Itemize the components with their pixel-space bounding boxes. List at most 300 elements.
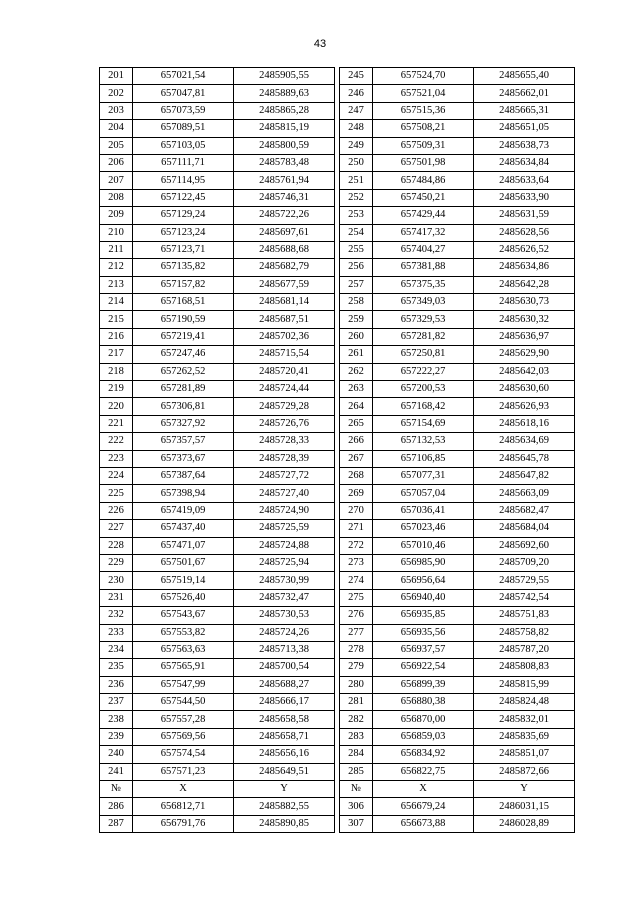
- table-row: [100, 85, 335, 102]
- point-number-cell: 214: [100, 294, 133, 311]
- point-number-cell: 211: [100, 241, 133, 258]
- x-coordinate-cell: 656679,24: [373, 798, 474, 815]
- x-coordinate-cell: 656822,75: [373, 763, 474, 780]
- table-row: [340, 711, 575, 728]
- table-row: [340, 346, 575, 363]
- point-number-cell: 268: [340, 467, 373, 484]
- table-row: [100, 102, 335, 119]
- y-coordinate-cell: 2485724,44: [234, 381, 335, 398]
- point-number-cell: 254: [340, 224, 373, 241]
- y-coordinate-cell: 2485724,26: [234, 624, 335, 641]
- y-coordinate-cell: 2485666,17: [234, 694, 335, 711]
- point-number-cell: 286: [100, 798, 133, 815]
- table-row: [340, 746, 575, 763]
- table-row: [340, 172, 575, 189]
- point-number-cell: 247: [340, 102, 373, 119]
- table-row: [100, 154, 335, 171]
- x-coordinate-cell: 657543,67: [133, 607, 234, 624]
- y-coordinate-cell: 2485642,28: [474, 276, 575, 293]
- y-coordinate-cell: 2485815,19: [234, 120, 335, 137]
- table-row: [100, 554, 335, 571]
- x-coordinate-cell: 657565,91: [133, 659, 234, 676]
- point-number-cell: 227: [100, 520, 133, 537]
- point-number-cell: 245: [340, 68, 373, 85]
- y-coordinate-cell: 2485638,73: [474, 137, 575, 154]
- table-row: [340, 154, 575, 171]
- y-coordinate-cell: 2485634,84: [474, 154, 575, 171]
- x-coordinate-cell: 657089,51: [133, 120, 234, 137]
- table-row: [100, 241, 335, 258]
- point-number-cell: 260: [340, 328, 373, 345]
- y-coordinate-cell: 2486031,15: [474, 798, 575, 815]
- table-row: [340, 502, 575, 519]
- point-number-cell: 234: [100, 641, 133, 658]
- point-number-cell: 226: [100, 502, 133, 519]
- table-row: [340, 485, 575, 502]
- y-coordinate-cell: 2485824,48: [474, 694, 575, 711]
- point-number-cell: 274: [340, 572, 373, 589]
- table-row: [340, 641, 575, 658]
- x-coordinate-cell: 656956,64: [373, 572, 474, 589]
- x-coordinate-cell: 657281,82: [373, 328, 474, 345]
- point-number-cell: 219: [100, 381, 133, 398]
- x-coordinate-cell: 657450,21: [373, 189, 474, 206]
- point-number-cell: 246: [340, 85, 373, 102]
- x-coordinate-cell: 657563,63: [133, 641, 234, 658]
- table-row: [340, 276, 575, 293]
- y-coordinate-cell: 2485631,59: [474, 207, 575, 224]
- table-row: [340, 398, 575, 415]
- x-coordinate-cell: 657111,71: [133, 154, 234, 171]
- table-row: [340, 294, 575, 311]
- x-coordinate-cell: 657262,52: [133, 363, 234, 380]
- y-coordinate-cell: 2485697,61: [234, 224, 335, 241]
- x-coordinate-cell: 657129,24: [133, 207, 234, 224]
- point-number-cell: 269: [340, 485, 373, 502]
- point-number-cell: 261: [340, 346, 373, 363]
- y-coordinate-cell: 2485630,32: [474, 311, 575, 328]
- point-number-cell: 250: [340, 154, 373, 171]
- x-coordinate-cell: 657057,04: [373, 485, 474, 502]
- y-coordinate-cell: 2485633,90: [474, 189, 575, 206]
- y-coordinate-cell: 2485628,56: [474, 224, 575, 241]
- x-coordinate-cell: 657168,51: [133, 294, 234, 311]
- point-number-cell: 279: [340, 659, 373, 676]
- point-number-cell: 228: [100, 537, 133, 554]
- point-number-cell: 208: [100, 189, 133, 206]
- point-number-cell: 213: [100, 276, 133, 293]
- table-row: [100, 467, 335, 484]
- x-coordinate-cell: 657222,27: [373, 363, 474, 380]
- x-coordinate-cell: 656859,03: [373, 728, 474, 745]
- point-number-cell: 209: [100, 207, 133, 224]
- point-number-cell: 207: [100, 172, 133, 189]
- table-row: [340, 659, 575, 676]
- table-row: [100, 572, 335, 589]
- table-row: [340, 467, 575, 484]
- point-number-cell: 275: [340, 589, 373, 606]
- point-number-cell: 203: [100, 102, 133, 119]
- point-number-cell: 225: [100, 485, 133, 502]
- x-coordinate-cell: 657515,36: [373, 102, 474, 119]
- x-coordinate-cell: 657168,42: [373, 398, 474, 415]
- y-coordinate-cell: 2485700,54: [234, 659, 335, 676]
- x-coordinate-cell: 657501,98: [373, 154, 474, 171]
- column-header: X: [133, 781, 234, 798]
- x-coordinate-cell: 657135,82: [133, 259, 234, 276]
- table-row: [340, 694, 575, 711]
- point-number-cell: 287: [100, 815, 133, 832]
- table-row: [100, 415, 335, 432]
- point-number-cell: 235: [100, 659, 133, 676]
- x-coordinate-cell: 657073,59: [133, 102, 234, 119]
- y-coordinate-cell: 2485630,73: [474, 294, 575, 311]
- table-row: [340, 607, 575, 624]
- point-number-cell: 270: [340, 502, 373, 519]
- y-coordinate-cell: 2485682,79: [234, 259, 335, 276]
- y-coordinate-cell: 2485629,90: [474, 346, 575, 363]
- point-number-cell: 276: [340, 607, 373, 624]
- table-row: [340, 815, 575, 832]
- x-coordinate-cell: 657521,04: [373, 85, 474, 102]
- y-coordinate-cell: 2485761,94: [234, 172, 335, 189]
- x-coordinate-cell: 657154,69: [373, 415, 474, 432]
- point-number-cell: 230: [100, 572, 133, 589]
- x-coordinate-cell: 657047,81: [133, 85, 234, 102]
- point-number-cell: 271: [340, 520, 373, 537]
- y-coordinate-cell: 2485728,39: [234, 450, 335, 467]
- table-row: [340, 363, 575, 380]
- y-coordinate-cell: 2485800,59: [234, 137, 335, 154]
- y-coordinate-cell: 2485729,55: [474, 572, 575, 589]
- table-row: [100, 363, 335, 380]
- y-coordinate-cell: 2485715,54: [234, 346, 335, 363]
- point-number-cell: 204: [100, 120, 133, 137]
- x-coordinate-cell: 656922,54: [373, 659, 474, 676]
- x-coordinate-cell: 657524,70: [373, 68, 474, 85]
- coordinates-table-right: [339, 67, 575, 833]
- point-number-cell: 215: [100, 311, 133, 328]
- y-coordinate-cell: 2485656,16: [234, 746, 335, 763]
- y-coordinate-cell: 2485724,90: [234, 502, 335, 519]
- y-coordinate-cell: 2485872,66: [474, 763, 575, 780]
- x-coordinate-cell: 657404,27: [373, 241, 474, 258]
- x-coordinate-cell: 657508,21: [373, 120, 474, 137]
- table-row: [100, 589, 335, 606]
- table-row: [340, 85, 575, 102]
- y-coordinate-cell: 2485724,88: [234, 537, 335, 554]
- point-number-cell: 241: [100, 763, 133, 780]
- table-row: [100, 746, 335, 763]
- point-number-cell: 282: [340, 711, 373, 728]
- y-coordinate-cell: 2485727,40: [234, 485, 335, 502]
- x-coordinate-cell: 657471,07: [133, 537, 234, 554]
- table-row: [340, 624, 575, 641]
- y-coordinate-cell: 2485663,09: [474, 485, 575, 502]
- y-coordinate-cell: 2485713,38: [234, 641, 335, 658]
- point-number-cell: 229: [100, 554, 133, 571]
- y-coordinate-cell: 2485688,27: [234, 676, 335, 693]
- x-coordinate-cell: 657200,53: [373, 381, 474, 398]
- y-coordinate-cell: 2485636,97: [474, 328, 575, 345]
- y-coordinate-cell: 2485751,83: [474, 607, 575, 624]
- point-number-cell: 257: [340, 276, 373, 293]
- table-row: [340, 68, 575, 85]
- table-row: [100, 537, 335, 554]
- x-coordinate-cell: 657010,46: [373, 537, 474, 554]
- y-coordinate-cell: 2485658,58: [234, 711, 335, 728]
- table-row: [340, 450, 575, 467]
- x-coordinate-cell: 657557,28: [133, 711, 234, 728]
- table-row: [100, 624, 335, 641]
- point-number-cell: 231: [100, 589, 133, 606]
- y-coordinate-cell: 2485742,54: [474, 589, 575, 606]
- table-row: [100, 120, 335, 137]
- x-coordinate-cell: 657437,40: [133, 520, 234, 537]
- point-number-cell: 285: [340, 763, 373, 780]
- y-coordinate-cell: 2485890,85: [234, 815, 335, 832]
- point-number-cell: 281: [340, 694, 373, 711]
- table-row: [100, 728, 335, 745]
- table-row: [100, 641, 335, 658]
- table-row: [100, 763, 335, 780]
- x-coordinate-cell: 657327,92: [133, 415, 234, 432]
- table-row: [100, 433, 335, 450]
- point-number-cell: 210: [100, 224, 133, 241]
- point-number-cell: 217: [100, 346, 133, 363]
- point-number-cell: 221: [100, 415, 133, 432]
- y-coordinate-cell: 2485688,68: [234, 241, 335, 258]
- table-row: [100, 520, 335, 537]
- x-coordinate-cell: 657373,67: [133, 450, 234, 467]
- point-number-cell: 216: [100, 328, 133, 345]
- point-number-cell: 265: [340, 415, 373, 432]
- table-row: [340, 798, 575, 815]
- table-row: [100, 172, 335, 189]
- y-coordinate-cell: 2485851,07: [474, 746, 575, 763]
- x-coordinate-cell: 656935,56: [373, 624, 474, 641]
- y-coordinate-cell: 2486028,89: [474, 815, 575, 832]
- table-row: [100, 398, 335, 415]
- x-coordinate-cell: 657547,99: [133, 676, 234, 693]
- table-row: [340, 589, 575, 606]
- table-row: [340, 259, 575, 276]
- y-coordinate-cell: 2485729,28: [234, 398, 335, 415]
- table-row: [100, 381, 335, 398]
- point-number-cell: 224: [100, 467, 133, 484]
- x-coordinate-cell: 657526,40: [133, 589, 234, 606]
- table-row: [100, 659, 335, 676]
- x-coordinate-cell: 656791,76: [133, 815, 234, 832]
- y-coordinate-cell: 2485681,14: [234, 294, 335, 311]
- table-row: [340, 137, 575, 154]
- table-row: [340, 381, 575, 398]
- y-coordinate-cell: 2485835,69: [474, 728, 575, 745]
- point-number-cell: 236: [100, 676, 133, 693]
- y-coordinate-cell: 2485677,59: [234, 276, 335, 293]
- x-coordinate-cell: 657571,23: [133, 763, 234, 780]
- y-coordinate-cell: 2485730,99: [234, 572, 335, 589]
- header-row: [340, 781, 575, 798]
- y-coordinate-cell: 2485682,47: [474, 502, 575, 519]
- x-coordinate-cell: 657419,09: [133, 502, 234, 519]
- y-coordinate-cell: 2485709,20: [474, 554, 575, 571]
- y-coordinate-cell: 2485727,72: [234, 467, 335, 484]
- y-coordinate-cell: 2485618,16: [474, 415, 575, 432]
- table-row: [340, 241, 575, 258]
- point-number-cell: 232: [100, 607, 133, 624]
- table-row: [100, 259, 335, 276]
- y-coordinate-cell: 2485642,03: [474, 363, 575, 380]
- table-row: [100, 676, 335, 693]
- x-coordinate-cell: 656985,90: [373, 554, 474, 571]
- table-row: [100, 485, 335, 502]
- x-coordinate-cell: 657190,59: [133, 311, 234, 328]
- y-coordinate-cell: 2485658,71: [234, 728, 335, 745]
- x-coordinate-cell: 657501,67: [133, 554, 234, 571]
- table-row: [340, 224, 575, 241]
- point-number-cell: 218: [100, 363, 133, 380]
- y-coordinate-cell: 2485651,05: [474, 120, 575, 137]
- y-coordinate-cell: 2485692,60: [474, 537, 575, 554]
- y-coordinate-cell: 2485684,04: [474, 520, 575, 537]
- y-coordinate-cell: 2485626,52: [474, 241, 575, 258]
- x-coordinate-cell: 657106,85: [373, 450, 474, 467]
- x-coordinate-cell: 657036,41: [373, 502, 474, 519]
- x-coordinate-cell: 656935,85: [373, 607, 474, 624]
- y-coordinate-cell: 2485832,01: [474, 711, 575, 728]
- point-number-cell: 273: [340, 554, 373, 571]
- point-number-cell: 222: [100, 433, 133, 450]
- table-row: [100, 711, 335, 728]
- y-coordinate-cell: 2485746,31: [234, 189, 335, 206]
- x-coordinate-cell: 657157,82: [133, 276, 234, 293]
- table-row: [340, 120, 575, 137]
- y-coordinate-cell: 2485882,55: [234, 798, 335, 815]
- y-coordinate-cell: 2485783,48: [234, 154, 335, 171]
- x-coordinate-cell: 656812,71: [133, 798, 234, 815]
- y-coordinate-cell: 2485634,69: [474, 433, 575, 450]
- x-coordinate-cell: 656834,92: [373, 746, 474, 763]
- table-row: [340, 415, 575, 432]
- point-number-cell: 307: [340, 815, 373, 832]
- point-number-cell: 233: [100, 624, 133, 641]
- x-coordinate-cell: 657077,31: [373, 467, 474, 484]
- point-number-cell: 267: [340, 450, 373, 467]
- x-coordinate-cell: 657329,53: [373, 311, 474, 328]
- x-coordinate-cell: 657349,03: [373, 294, 474, 311]
- table-row: [100, 607, 335, 624]
- y-coordinate-cell: 2485865,28: [234, 102, 335, 119]
- x-coordinate-cell: 657544,50: [133, 694, 234, 711]
- table-row: [340, 763, 575, 780]
- x-coordinate-cell: 657132,53: [373, 433, 474, 450]
- point-number-cell: 277: [340, 624, 373, 641]
- y-coordinate-cell: 2485725,59: [234, 520, 335, 537]
- y-coordinate-cell: 2485905,55: [234, 68, 335, 85]
- x-coordinate-cell: 657123,71: [133, 241, 234, 258]
- point-number-cell: 223: [100, 450, 133, 467]
- table-row: [340, 728, 575, 745]
- x-coordinate-cell: 657398,94: [133, 485, 234, 502]
- point-number-cell: 262: [340, 363, 373, 380]
- point-number-cell: 201: [100, 68, 133, 85]
- column-header: №: [340, 781, 373, 798]
- point-number-cell: 248: [340, 120, 373, 137]
- x-coordinate-cell: 656880,38: [373, 694, 474, 711]
- y-coordinate-cell: 2485647,82: [474, 467, 575, 484]
- x-coordinate-cell: 657569,56: [133, 728, 234, 745]
- y-coordinate-cell: 2485787,20: [474, 641, 575, 658]
- x-coordinate-cell: 657281,89: [133, 381, 234, 398]
- x-coordinate-cell: 657306,81: [133, 398, 234, 415]
- y-coordinate-cell: 2485634,86: [474, 259, 575, 276]
- point-number-cell: 306: [340, 798, 373, 815]
- x-coordinate-cell: 657250,81: [373, 346, 474, 363]
- column-header: Y: [474, 781, 575, 798]
- table-row: [340, 520, 575, 537]
- y-coordinate-cell: 2485815,99: [474, 676, 575, 693]
- page-number: 43: [313, 38, 327, 50]
- x-coordinate-cell: 657247,46: [133, 346, 234, 363]
- point-number-cell: 284: [340, 746, 373, 763]
- point-number-cell: 258: [340, 294, 373, 311]
- x-coordinate-cell: 657519,14: [133, 572, 234, 589]
- point-number-cell: 266: [340, 433, 373, 450]
- y-coordinate-cell: 2485645,78: [474, 450, 575, 467]
- y-coordinate-cell: 2485728,33: [234, 433, 335, 450]
- y-coordinate-cell: 2485702,36: [234, 328, 335, 345]
- table-row: [100, 502, 335, 519]
- x-coordinate-cell: 657123,24: [133, 224, 234, 241]
- table-row: [340, 311, 575, 328]
- point-number-cell: 220: [100, 398, 133, 415]
- point-number-cell: 272: [340, 537, 373, 554]
- point-number-cell: 252: [340, 189, 373, 206]
- table-row: [100, 311, 335, 328]
- x-coordinate-cell: 656870,00: [373, 711, 474, 728]
- x-coordinate-cell: 657357,57: [133, 433, 234, 450]
- y-coordinate-cell: 2485726,76: [234, 415, 335, 432]
- table-row: [340, 537, 575, 554]
- point-number-cell: 263: [340, 381, 373, 398]
- point-number-cell: 237: [100, 694, 133, 711]
- x-coordinate-cell: 657219,41: [133, 328, 234, 345]
- coordinates-table-wrap: [99, 67, 575, 833]
- x-coordinate-cell: 657484,86: [373, 172, 474, 189]
- y-coordinate-cell: 2485630,60: [474, 381, 575, 398]
- point-number-cell: 278: [340, 641, 373, 658]
- y-coordinate-cell: 2485720,41: [234, 363, 335, 380]
- y-coordinate-cell: 2485889,63: [234, 85, 335, 102]
- y-coordinate-cell: 2485687,51: [234, 311, 335, 328]
- point-number-cell: 255: [340, 241, 373, 258]
- y-coordinate-cell: 2485655,40: [474, 68, 575, 85]
- table-row: [100, 68, 335, 85]
- table-row: [340, 554, 575, 571]
- x-coordinate-cell: 656940,40: [373, 589, 474, 606]
- x-coordinate-cell: 656899,39: [373, 676, 474, 693]
- x-coordinate-cell: 657429,44: [373, 207, 474, 224]
- point-number-cell: 259: [340, 311, 373, 328]
- table-row: [100, 798, 335, 815]
- header-row: [100, 781, 335, 798]
- point-number-cell: 240: [100, 746, 133, 763]
- x-coordinate-cell: 657417,32: [373, 224, 474, 241]
- table-row: [100, 189, 335, 206]
- y-coordinate-cell: 2485808,83: [474, 659, 575, 676]
- x-coordinate-cell: 656673,88: [373, 815, 474, 832]
